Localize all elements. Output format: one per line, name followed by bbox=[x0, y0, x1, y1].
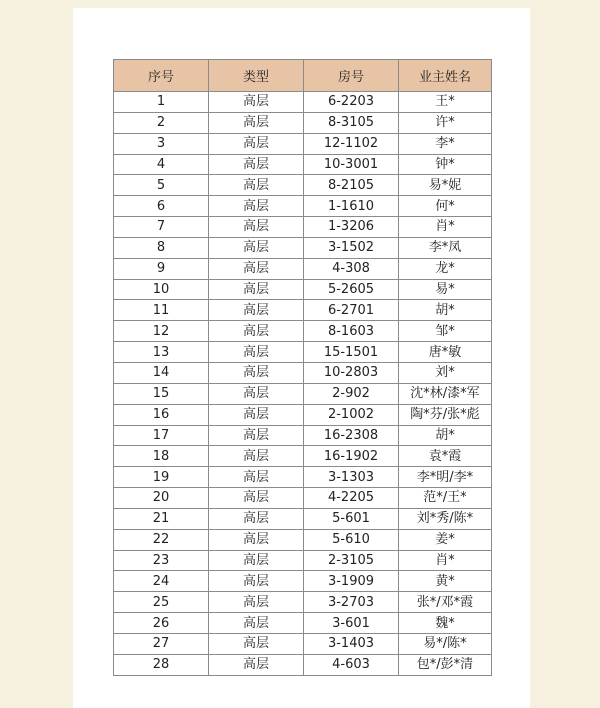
row-type: 高层 bbox=[209, 383, 304, 404]
row-room-number: 16-2308 bbox=[304, 425, 399, 446]
table-row bbox=[114, 425, 492, 446]
row-index: 21 bbox=[114, 508, 209, 529]
table-row bbox=[114, 154, 492, 175]
row-room-number: 3-601 bbox=[304, 613, 399, 634]
row-room-number: 3-1303 bbox=[304, 467, 399, 488]
row-room-number: 4-2205 bbox=[304, 488, 399, 509]
row-room-number: 4-603 bbox=[304, 654, 399, 675]
row-index: 1 bbox=[114, 92, 209, 113]
row-owner-name: 钟* bbox=[399, 154, 492, 175]
row-type: 高层 bbox=[209, 592, 304, 613]
row-index: 2 bbox=[114, 112, 209, 133]
row-room-number: 3-1909 bbox=[304, 571, 399, 592]
row-room-number: 15-1501 bbox=[304, 342, 399, 363]
row-index: 17 bbox=[114, 425, 209, 446]
row-room-number: 16-1902 bbox=[304, 446, 399, 467]
row-owner-name: 邹* bbox=[399, 321, 492, 342]
row-room-number: 6-2203 bbox=[304, 92, 399, 113]
row-type: 高层 bbox=[209, 112, 304, 133]
table-row bbox=[114, 175, 492, 196]
row-index: 25 bbox=[114, 592, 209, 613]
row-index: 20 bbox=[114, 488, 209, 509]
row-type: 高层 bbox=[209, 133, 304, 154]
row-owner-name: 刘* bbox=[399, 362, 492, 383]
table-row bbox=[114, 279, 492, 300]
table-row bbox=[114, 300, 492, 321]
row-owner-name: 黄* bbox=[399, 571, 492, 592]
row-owner-name: 李* bbox=[399, 133, 492, 154]
header-owner-name: 业主姓名 bbox=[399, 60, 492, 92]
row-room-number: 1-3206 bbox=[304, 217, 399, 238]
row-room-number: 3-2703 bbox=[304, 592, 399, 613]
row-type: 高层 bbox=[209, 508, 304, 529]
row-index: 23 bbox=[114, 550, 209, 571]
row-owner-name: 袁*霞 bbox=[399, 446, 492, 467]
row-type: 高层 bbox=[209, 258, 304, 279]
row-type: 高层 bbox=[209, 654, 304, 675]
row-type: 高层 bbox=[209, 154, 304, 175]
row-index: 26 bbox=[114, 613, 209, 634]
row-index: 7 bbox=[114, 217, 209, 238]
row-room-number: 8-2105 bbox=[304, 175, 399, 196]
header-type: 类型 bbox=[209, 60, 304, 92]
row-room-number: 12-1102 bbox=[304, 133, 399, 154]
table-row bbox=[114, 529, 492, 550]
row-owner-name: 李*凤 bbox=[399, 237, 492, 258]
row-type: 高层 bbox=[209, 529, 304, 550]
row-index: 8 bbox=[114, 237, 209, 258]
row-index: 6 bbox=[114, 196, 209, 217]
row-index: 4 bbox=[114, 154, 209, 175]
row-index: 22 bbox=[114, 529, 209, 550]
table-row bbox=[114, 592, 492, 613]
row-type: 高层 bbox=[209, 488, 304, 509]
row-type: 高层 bbox=[209, 196, 304, 217]
table-row bbox=[114, 217, 492, 238]
row-room-number: 10-3001 bbox=[304, 154, 399, 175]
row-index: 9 bbox=[114, 258, 209, 279]
table-row bbox=[114, 92, 492, 113]
row-owner-name: 刘*秀/陈* bbox=[399, 508, 492, 529]
row-type: 高层 bbox=[209, 217, 304, 238]
row-owner-name: 沈*林/漆*军 bbox=[399, 383, 492, 404]
row-room-number: 1-1610 bbox=[304, 196, 399, 217]
row-index: 10 bbox=[114, 279, 209, 300]
table-row bbox=[114, 321, 492, 342]
row-owner-name: 范*/王* bbox=[399, 488, 492, 509]
row-owner-name: 胡* bbox=[399, 300, 492, 321]
table-row bbox=[114, 112, 492, 133]
row-index: 28 bbox=[114, 654, 209, 675]
row-room-number: 5-601 bbox=[304, 508, 399, 529]
table-row bbox=[114, 258, 492, 279]
row-type: 高层 bbox=[209, 467, 304, 488]
row-room-number: 8-1603 bbox=[304, 321, 399, 342]
table-row bbox=[114, 196, 492, 217]
row-index: 27 bbox=[114, 633, 209, 654]
row-owner-name: 魏* bbox=[399, 613, 492, 634]
row-index: 3 bbox=[114, 133, 209, 154]
row-type: 高层 bbox=[209, 237, 304, 258]
table-row bbox=[114, 133, 492, 154]
table-row bbox=[114, 467, 492, 488]
row-owner-name: 肖* bbox=[399, 217, 492, 238]
table-row bbox=[114, 362, 492, 383]
row-type: 高层 bbox=[209, 175, 304, 196]
table-row bbox=[114, 237, 492, 258]
row-owner-name: 易*/陈* bbox=[399, 633, 492, 654]
table-row bbox=[114, 508, 492, 529]
row-room-number: 4-308 bbox=[304, 258, 399, 279]
row-owner-name: 龙* bbox=[399, 258, 492, 279]
table-row bbox=[114, 488, 492, 509]
row-index: 18 bbox=[114, 446, 209, 467]
row-room-number: 5-610 bbox=[304, 529, 399, 550]
row-room-number: 2-1002 bbox=[304, 404, 399, 425]
row-type: 高层 bbox=[209, 342, 304, 363]
row-index: 19 bbox=[114, 467, 209, 488]
row-type: 高层 bbox=[209, 279, 304, 300]
row-room-number: 5-2605 bbox=[304, 279, 399, 300]
row-owner-name: 胡* bbox=[399, 425, 492, 446]
row-index: 5 bbox=[114, 175, 209, 196]
table-row bbox=[114, 550, 492, 571]
table-row bbox=[114, 613, 492, 634]
row-type: 高层 bbox=[209, 613, 304, 634]
row-owner-name: 李*明/李* bbox=[399, 467, 492, 488]
row-owner-name: 王* bbox=[399, 92, 492, 113]
table-row bbox=[114, 654, 492, 675]
row-type: 高层 bbox=[209, 300, 304, 321]
owner-list-table bbox=[113, 59, 492, 676]
row-room-number: 8-3105 bbox=[304, 112, 399, 133]
row-owner-name: 陶*芬/张*彪 bbox=[399, 404, 492, 425]
row-owner-name: 易* bbox=[399, 279, 492, 300]
table-body bbox=[114, 92, 492, 676]
row-index: 11 bbox=[114, 300, 209, 321]
row-type: 高层 bbox=[209, 404, 304, 425]
row-owner-name: 许* bbox=[399, 112, 492, 133]
row-owner-name: 张*/邓*霞 bbox=[399, 592, 492, 613]
table-row bbox=[114, 571, 492, 592]
table-row bbox=[114, 404, 492, 425]
table-row bbox=[114, 342, 492, 363]
row-type: 高层 bbox=[209, 321, 304, 342]
row-index: 24 bbox=[114, 571, 209, 592]
row-room-number: 6-2701 bbox=[304, 300, 399, 321]
row-owner-name: 唐*敏 bbox=[399, 342, 492, 363]
row-room-number: 2-902 bbox=[304, 383, 399, 404]
row-type: 高层 bbox=[209, 425, 304, 446]
row-index: 13 bbox=[114, 342, 209, 363]
row-type: 高层 bbox=[209, 633, 304, 654]
row-type: 高层 bbox=[209, 92, 304, 113]
header-room-number: 房号 bbox=[304, 60, 399, 92]
row-owner-name: 何* bbox=[399, 196, 492, 217]
row-type: 高层 bbox=[209, 446, 304, 467]
table-row bbox=[114, 446, 492, 467]
row-index: 15 bbox=[114, 383, 209, 404]
table-header-row bbox=[114, 60, 492, 92]
row-type: 高层 bbox=[209, 571, 304, 592]
row-index: 12 bbox=[114, 321, 209, 342]
row-room-number: 3-1403 bbox=[304, 633, 399, 654]
row-room-number: 3-1502 bbox=[304, 237, 399, 258]
row-owner-name: 肖* bbox=[399, 550, 492, 571]
row-room-number: 10-2803 bbox=[304, 362, 399, 383]
row-index: 16 bbox=[114, 404, 209, 425]
table-row bbox=[114, 633, 492, 654]
row-room-number: 2-3105 bbox=[304, 550, 399, 571]
row-index: 14 bbox=[114, 362, 209, 383]
row-type: 高层 bbox=[209, 362, 304, 383]
row-type: 高层 bbox=[209, 550, 304, 571]
row-owner-name: 姜* bbox=[399, 529, 492, 550]
header-index: 序号 bbox=[114, 60, 209, 92]
row-owner-name: 包*/彭*清 bbox=[399, 654, 492, 675]
row-owner-name: 易*妮 bbox=[399, 175, 492, 196]
table-row bbox=[114, 383, 492, 404]
